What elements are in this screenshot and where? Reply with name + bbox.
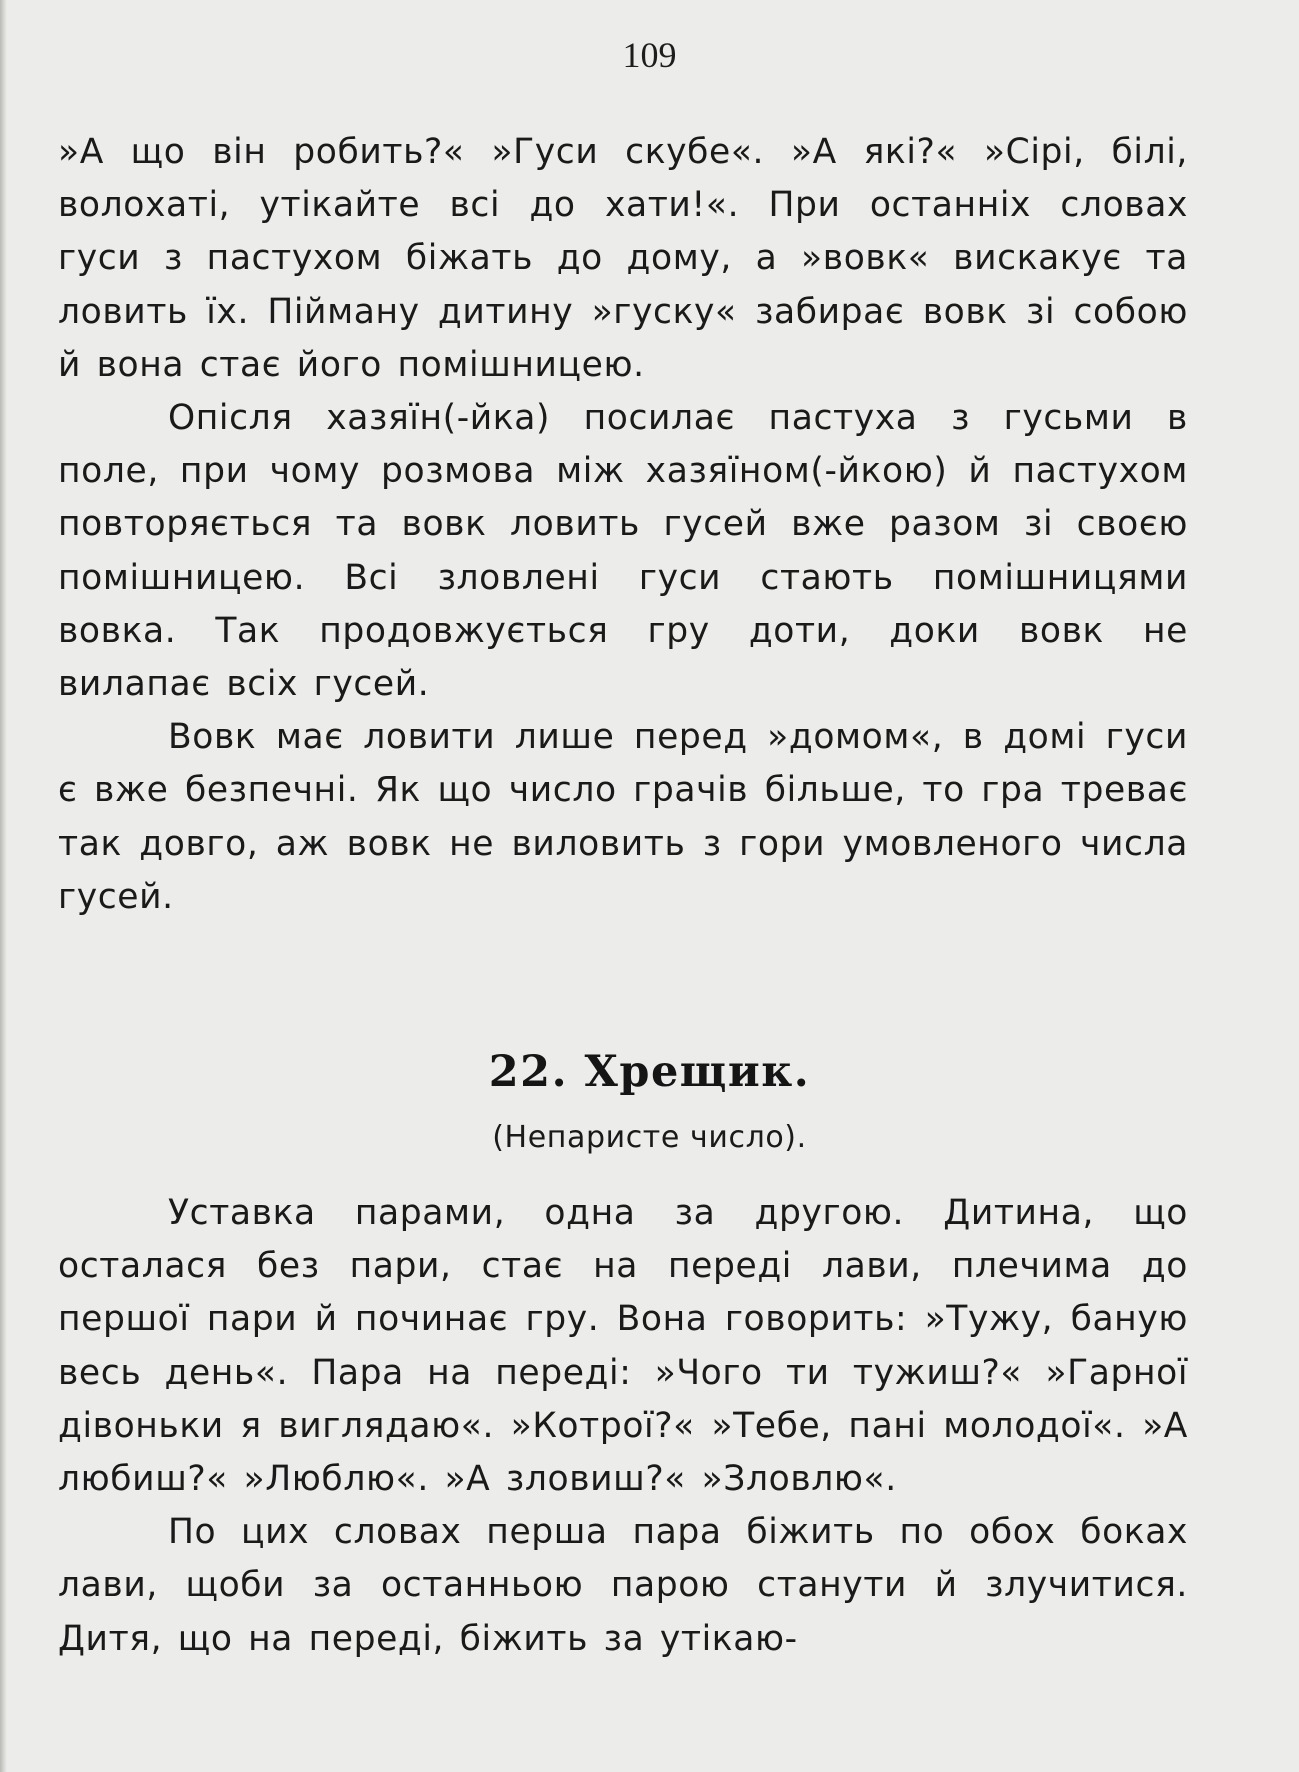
paragraph-run: По цих словах перша пара біжить по обох боках лави, щоби за останньою парою станути й злучитися. Дитя, що на переді, біжить за утікаю- xyxy=(58,1512,1188,1659)
section-title: 22. Хрещик. xyxy=(488,1047,811,1097)
paragraph-dialogue: »А що він робить?« »Гуси скубе«. »А які?« »Сірі, білі, волохаті, утікайте всі до хати!«. При останніх словах гуси з пастухом біжать до дому, а »вовк« вискакує та ловить їх. Пійману дитину »гуску« забирає вовк зі собою й вона стає його помішницею. xyxy=(58,132,1188,385)
page-number: 109 xyxy=(622,35,677,75)
paragraph-setup: Уставка парами, одна за другою. Дитина, що осталася без пари, стає на переді лави, плечима до першої пари й починає гру. Вона говорить: »Тужу, баную весь день«. Пара на переді: »Чого ти тужиш?« »Гарної дівоньки я виглядаю«. »Котрої?« »Тебе, пані молодої«. »А любиш?« »Люблю«. »А зловиш?« »Зловлю«. xyxy=(58,1193,1188,1500)
text-block-top xyxy=(58,126,1188,924)
paragraph-field: Опісля хазяїн(-йка) посилає пастуха з гусьми в поле, при чому розмова між хазяїном(-йкою) й пастухом повторяється та вовк ловить гусей вже разом зі своєю помішницею. Всі зловлені гуси стають помішницями вовка. Так продовжується гру доти, доки вовк не вилапає всіх гусей. xyxy=(58,398,1188,705)
text-block-bottom xyxy=(58,1187,1188,1666)
paragraph-rules: Вовк має ловити лише перед »домом«, в домі гуси є вже безпечні. Як що число грачів більше, то гра треває так довго, аж вовк не виловить з гори умовленого числа гусей. xyxy=(58,717,1188,917)
page-spine-shadow xyxy=(0,0,7,1772)
section-subtitle: (Непаристе число). xyxy=(492,1120,807,1155)
